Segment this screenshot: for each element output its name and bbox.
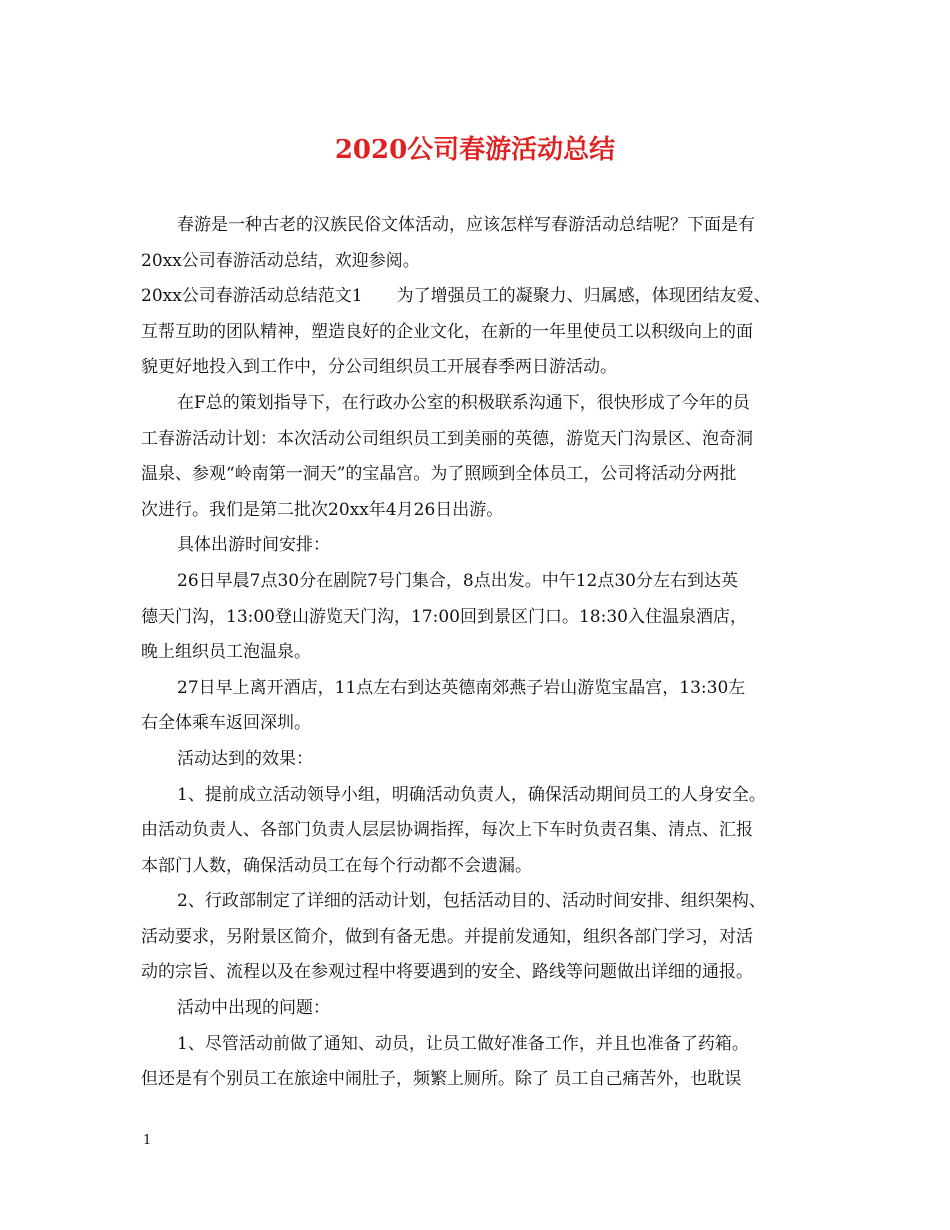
text-line: 1、尽管活动前做了通知、动员，让员工做好准备工作，并且也准备了药箱。 <box>177 1033 749 1054</box>
text-line: 春游是一种古老的汉族民俗文体活动，应该怎样写春游活动总结呢？下面是有 <box>177 215 755 235</box>
text-line: 互帮互助的团队精神，塑造良好的企业文化，在新的一年里使员工以积级向上的面 <box>141 321 753 342</box>
document-title: 2020公司春游活动总结 <box>334 135 616 165</box>
document-body <box>141 208 831 1098</box>
text-line: 活动达到的效果： <box>177 748 313 769</box>
text-line: 27日早上离开酒店，11点左右到达英德南郊燕子岩山游览宝晶宫，13:30左 <box>177 677 746 698</box>
page-number: 1 <box>143 1133 152 1148</box>
text-line: 具体出游时间安排： <box>177 535 330 556</box>
text-line: 但还是有个别员工在旅途中闹肚子，频繁上厕所。除了 员工自己痛苦外，也耽误 <box>141 1069 742 1090</box>
text-line: 晚上组织员工泡温泉。 <box>141 642 311 663</box>
text-line: 在F总的策划指导下，在行政办公室的积极联系沟通下，很快形成了今年的员 <box>177 392 750 413</box>
text-line: 貌更好地投入到工作中，分公司组织员工开展春季两日游活动。 <box>141 357 617 378</box>
text-line: 右全体乘车返回深圳。 <box>141 713 311 734</box>
text-line: 德天门沟，13:00登山游览天门沟，17:00回到景区门口。18:30入住温泉酒店， <box>141 606 747 627</box>
text-line: 2、行政部制定了详细的活动计划，包括活动目的、活动时间安排、组织架构、 <box>177 891 766 912</box>
text-line: 26日早晨7点30分在剧院7号门集合，8点出发。中午12点30分左右到达英 <box>177 570 738 591</box>
text-line: 活动要求，另附景区简介，做到有备无患。并提前发通知，组织各部门学习，对活 <box>141 926 753 947</box>
text-line: 工春游活动计划：本次活动公司组织员工到美丽的英德，游览天门沟景区、泡奇洞 <box>141 428 753 449</box>
text-line: 由活动负责人、各部门负责人层层协调指挥，每次上下车时负责召集、清点、汇报 <box>141 820 753 841</box>
text-line: 动的宗旨、流程以及在参观过程中将要遇到的安全、路线等问题做出详细的通报。 <box>141 962 753 983</box>
text-line: 活动中出现的问题： <box>177 998 330 1019</box>
text-line: 1、提前成立活动领导小组，明确活动负责人，确保活动期间员工的人身安全。 <box>177 784 766 805</box>
text-line: 20xx公司春游活动总结，欢迎参阅。 <box>141 250 420 271</box>
text-line: 温泉、参观“岭南第一洞天”的宝晶宫。为了照顾到全体员工，公司将活动分两批 <box>141 464 737 485</box>
text-line: 次进行。我们是第二批次20xx年4月26日出游。 <box>141 499 504 520</box>
text-line: 20xx公司春游活动总结范文1 为了增强员工的凝聚力、归属感，体现团结友爱、 <box>141 286 771 307</box>
text-line: 本部门人数，确保活动员工在每个行动都不会遗漏。 <box>141 855 532 876</box>
